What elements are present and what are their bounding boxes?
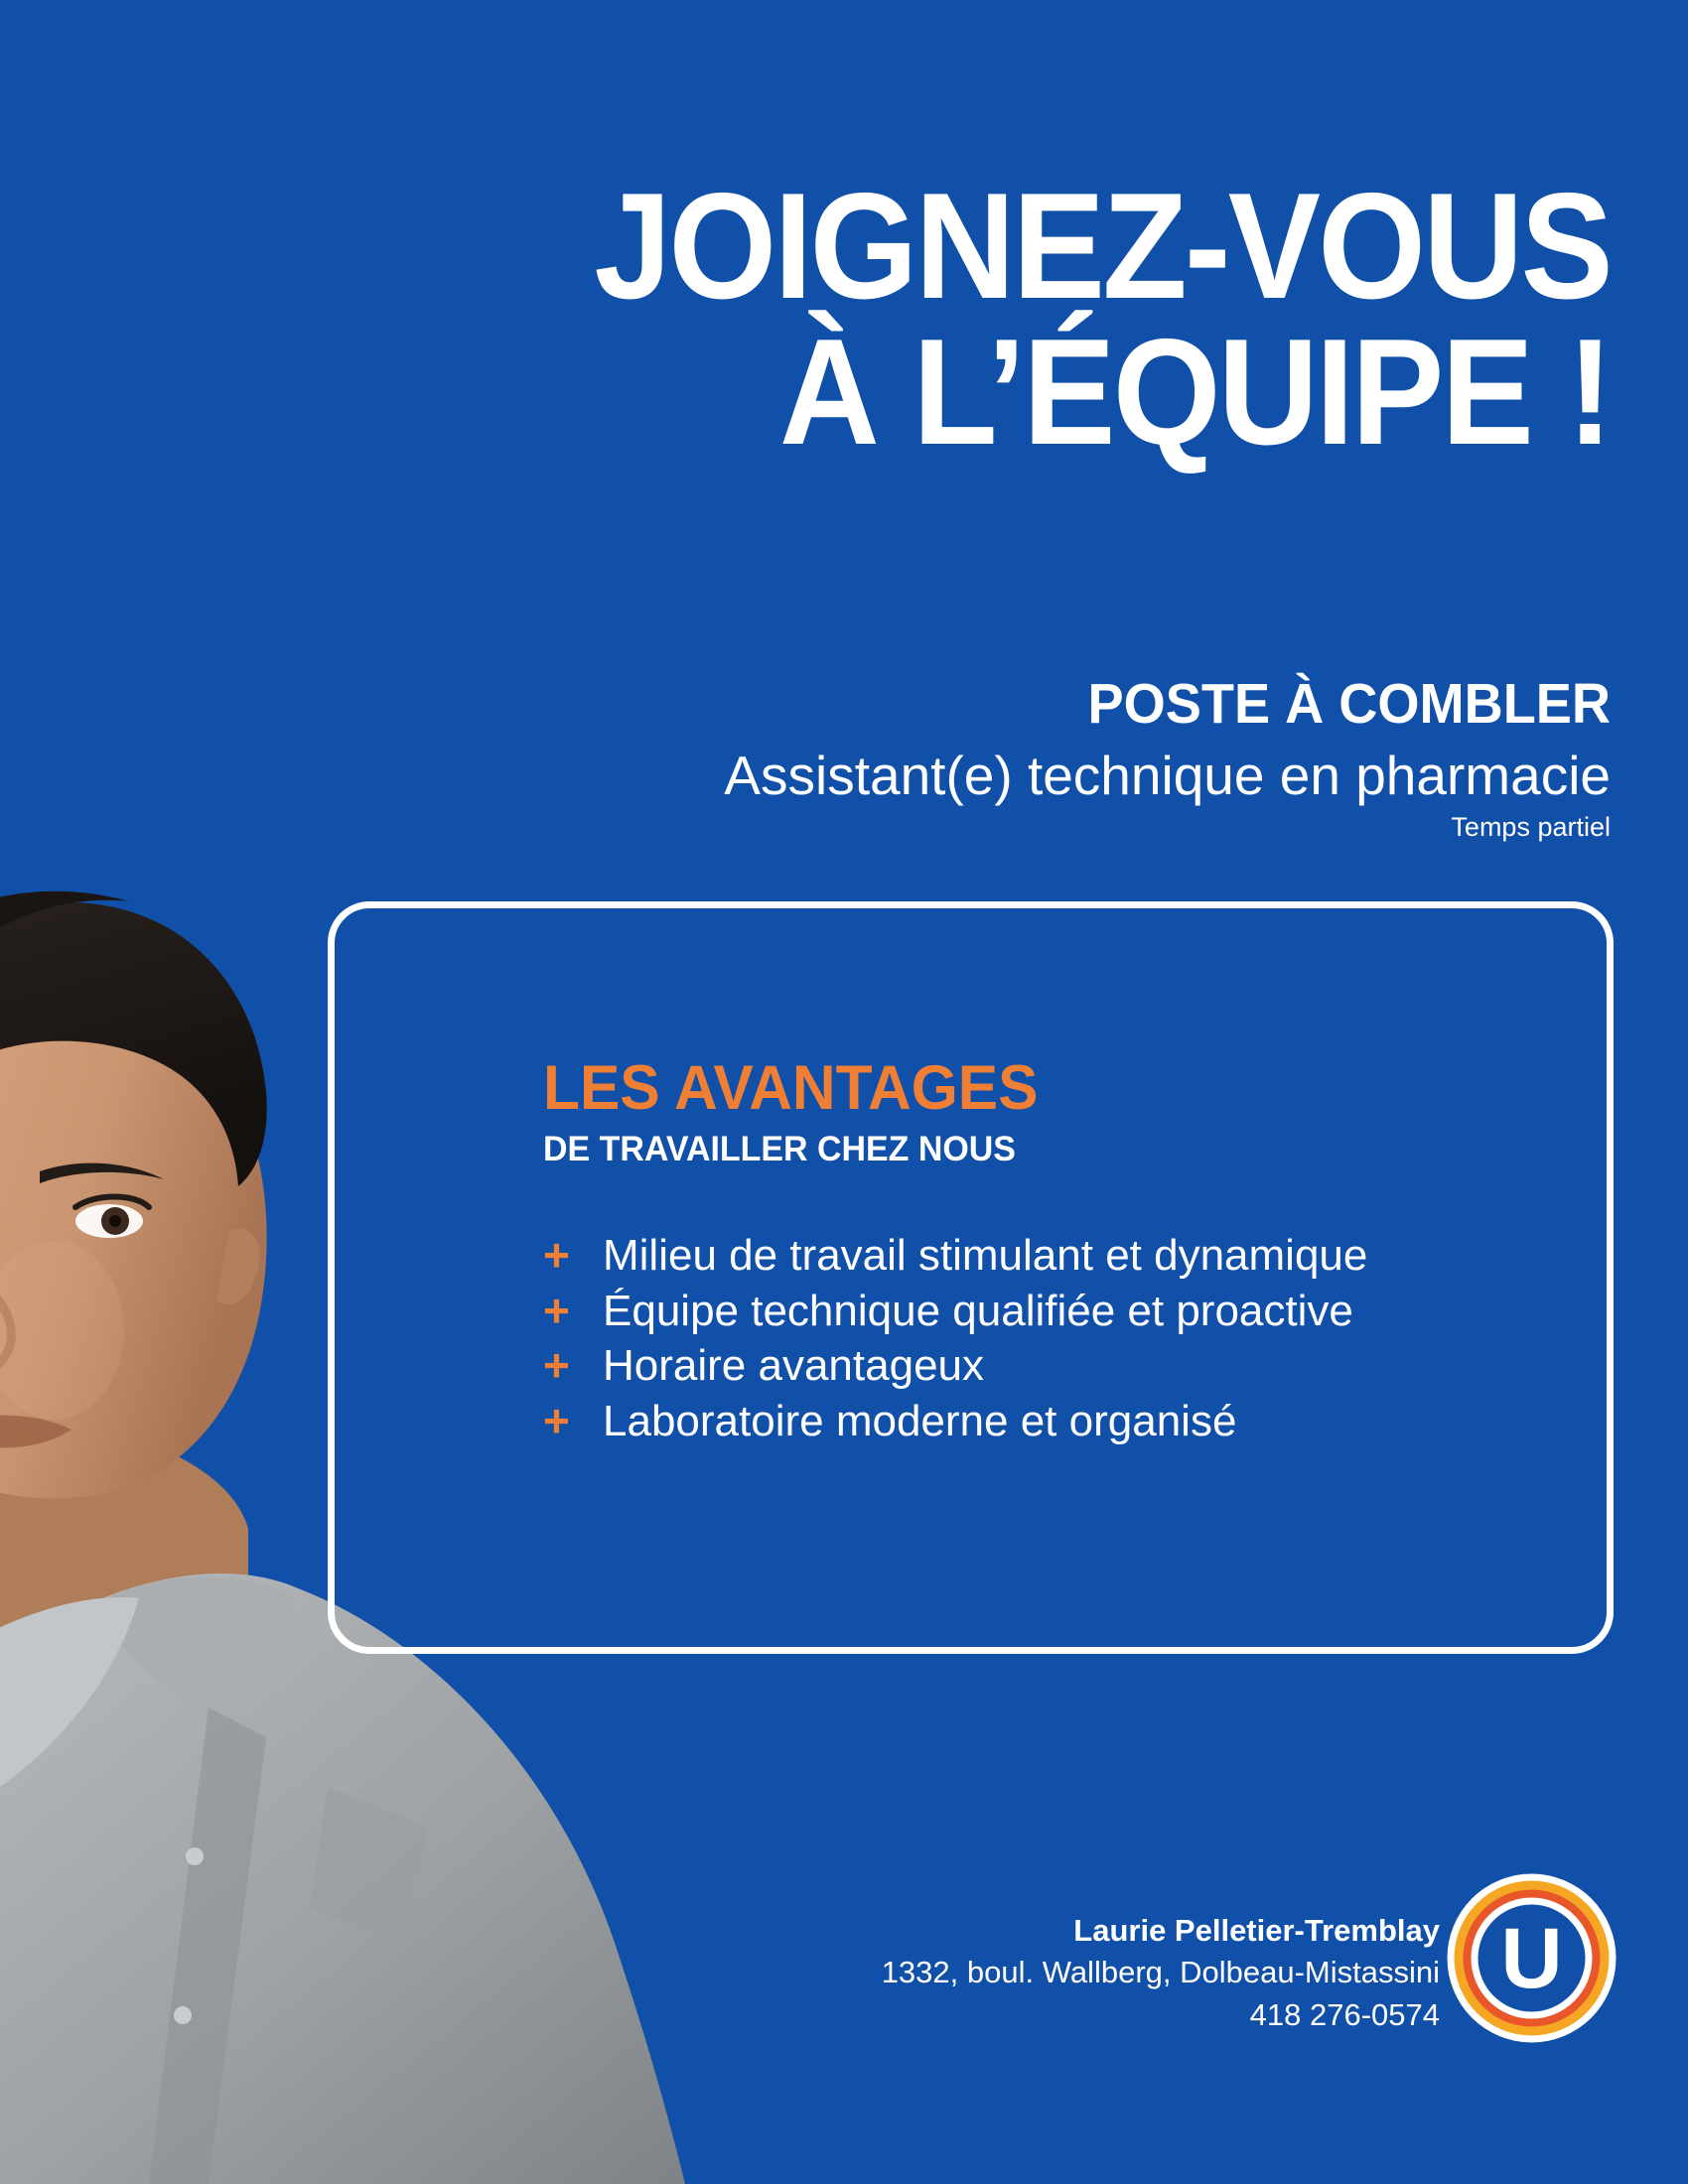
list-item xyxy=(543,1229,1547,1283)
advantages-title: LES AVANTAGES xyxy=(543,1053,1039,1123)
position-title: Assistant(e) technique en pharmacie xyxy=(724,744,1611,806)
list-item xyxy=(543,1285,1547,1338)
position-label: POSTE À COMBLER xyxy=(1087,672,1611,736)
advantages-subtitle: DE TRAVAILLER CHEZ NOUS xyxy=(543,1130,1016,1168)
contact-name: Laurie Pelletier-Tremblay xyxy=(1073,1912,1440,1948)
list-item-label: Équipe technique qualifiée et proactive xyxy=(603,1286,1353,1335)
position-schedule: Temps partiel xyxy=(1451,811,1611,842)
headline-line-2: À L’ÉQUIPE ! xyxy=(778,308,1611,478)
contact-address: 1332, boul. Wallberg, Dolbeau-Mistassini xyxy=(881,1955,1440,1990)
list-item xyxy=(543,1395,1547,1448)
position-block xyxy=(369,672,1611,843)
list-item-label: Laboratoire moderne et organisé xyxy=(603,1397,1237,1446)
plus-icon: + xyxy=(543,1395,570,1447)
uniprix-logo-icon xyxy=(1445,1871,1618,2045)
headline-line-1: JOIGNEZ-VOUS xyxy=(594,162,1611,331)
list-item-label: Milieu de travail stimulant et dynamique xyxy=(603,1231,1368,1280)
advantages-list xyxy=(543,1229,1547,1448)
page-title xyxy=(332,162,1611,478)
logo-letter: U xyxy=(1500,1911,1563,2006)
advantages-card xyxy=(328,901,1614,1654)
plus-icon: + xyxy=(543,1284,570,1336)
contact-block xyxy=(882,1910,1440,2037)
plus-icon: + xyxy=(543,1229,570,1281)
contact-phone: 418 276-0574 xyxy=(1249,1997,1440,2033)
plus-icon: + xyxy=(543,1339,570,1392)
list-item-label: Horaire avantageux xyxy=(603,1341,985,1391)
list-item xyxy=(543,1339,1547,1393)
